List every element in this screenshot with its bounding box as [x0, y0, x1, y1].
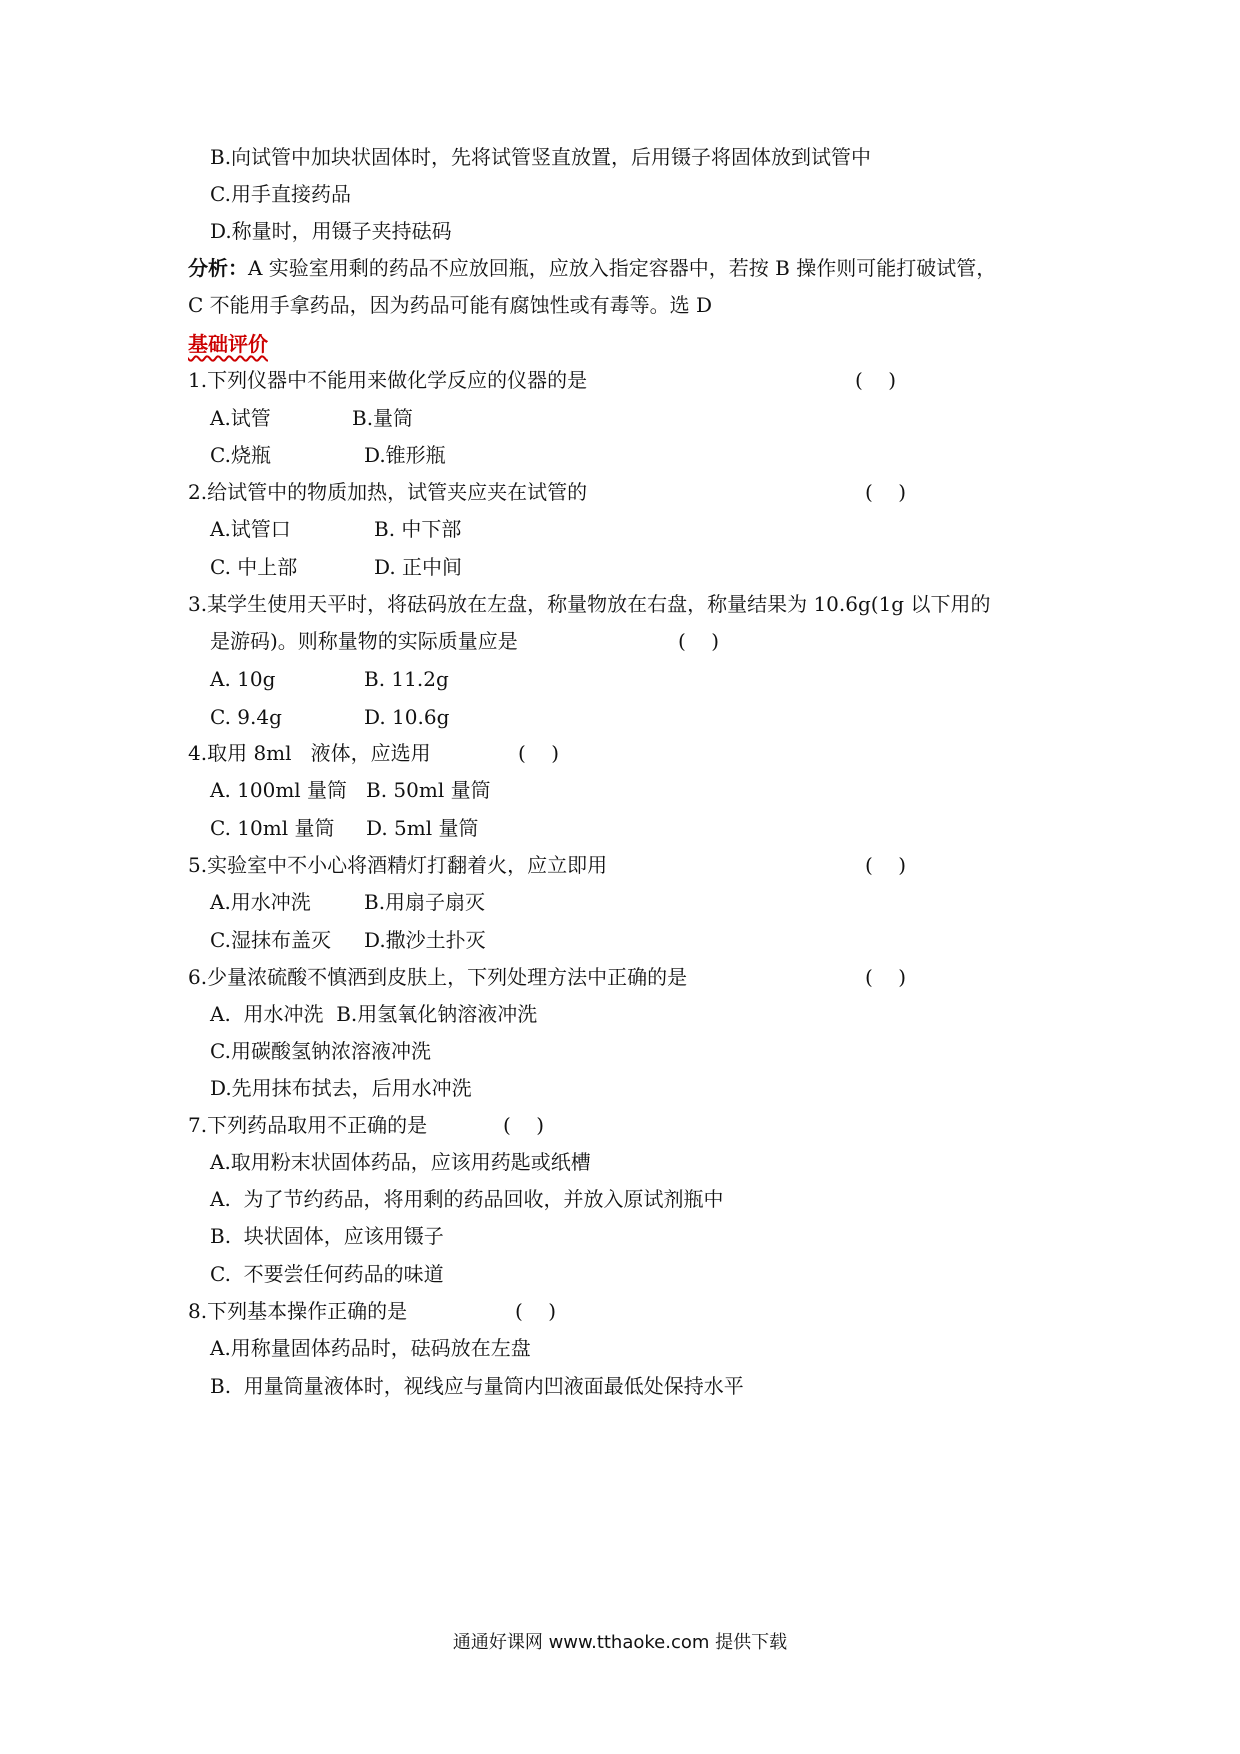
question-7-answer-blank: ( )	[503, 1113, 545, 1137]
question-1-option-c: C.烧瓶	[210, 443, 271, 467]
question-5-option-d: D.撒沙土扑灭	[364, 928, 486, 952]
question-7-stem: 7.下列药品取用不正确的是	[188, 1113, 428, 1137]
question-1-stem: 1.下列仪器中不能用来做化学反应的仪器的是	[188, 368, 588, 392]
analysis-line-2: C 不能用手拿药品，因为药品可能有腐蚀性或有毒等。选 D	[188, 293, 713, 317]
question-8-stem: 8.下列基本操作正确的是	[188, 1299, 408, 1323]
question-1-option-d: D.锥形瓶	[364, 443, 446, 467]
question-5-option-a: A.用水冲洗	[210, 890, 311, 914]
question-4-option-d: D. 5ml 量筒	[366, 816, 479, 840]
question-6-option-ab: A. 用水冲洗 B.用氢氧化钠溶液冲洗	[210, 1002, 538, 1026]
question-2-option-a: A.试管口	[210, 517, 291, 541]
analysis-label: 分析：	[188, 256, 248, 280]
question-2-stem: 2.给试管中的物质加热，试管夹应夹在试管的	[188, 480, 588, 504]
page-footer: 通通好课网 www.tthaoke.com 提供下载	[452, 1632, 788, 1653]
question-6-stem: 6.少量浓硫酸不慎洒到皮肤上，下列处理方法中正确的是	[188, 965, 688, 989]
question-5-answer-blank: ( )	[865, 853, 907, 877]
question-2-answer-blank: ( )	[865, 480, 907, 504]
question-2-option-d: D. 正中间	[374, 555, 463, 579]
question-5-option-c: C.湿抹布盖灭	[210, 928, 331, 952]
question-5-option-b: B.用扇子扇灭	[364, 890, 486, 914]
question-3-option-d: D. 10.6g	[364, 705, 450, 729]
intro-option-c: C.用手直接药品	[210, 182, 351, 206]
question-7-option-4: C. 不要尝任何药品的味道	[210, 1262, 444, 1286]
intro-option-b: B.向试管中加块状固体时，先将试管竖直放置，后用镊子将固体放到试管中	[210, 145, 872, 169]
question-2-option-c: C. 中上部	[210, 555, 298, 579]
question-6-option-d: D.先用抹布拭去，后用水冲洗	[210, 1076, 472, 1100]
question-3-option-a: A. 10g	[210, 667, 276, 691]
question-1-answer-blank: ( )	[855, 368, 897, 392]
question-7-option-3: B. 块状固体，应该用镊子	[210, 1224, 444, 1248]
intro-option-d: D.称量时，用镊子夹持砝码	[210, 219, 452, 243]
question-4-stem: 4.取用 8ml 液体，应选用	[188, 741, 431, 765]
section-title: 基础评价	[188, 332, 268, 356]
question-4-option-b: B. 50ml 量筒	[366, 778, 491, 802]
analysis-line-1	[188, 254, 996, 282]
question-3-option-b: B. 11.2g	[364, 667, 449, 691]
question-4-answer-blank: ( )	[518, 741, 560, 765]
question-3-stem-continued: 是游码)。则称量物的实际质量应是	[210, 629, 518, 653]
question-2-option-b: B. 中下部	[374, 517, 462, 541]
question-3-option-c: C. 9.4g	[210, 705, 282, 729]
question-7-option-2: A. 为了节约药品，将用剩的药品回收，并放入原试剂瓶中	[210, 1187, 724, 1211]
question-8-option-b: B. 用量筒量液体时，视线应与量筒内凹液面最低处保持水平	[210, 1374, 744, 1398]
question-1-option-b: B.量筒	[352, 406, 414, 430]
analysis-text-1: A 实验室用剩的药品不应放回瓶，应放入指定容器中，若按 B 操作则可能打破试管，	[248, 256, 997, 280]
question-3-stem: 3.某学生使用天平时，将砝码放在左盘，称量物放在右盘，称量结果为 10.6g(1g 以下用的	[188, 592, 991, 616]
question-6-option-c: C.用碳酸氢钠浓溶液冲洗	[210, 1039, 431, 1063]
question-1-option-a: A.试管	[210, 406, 271, 430]
question-6-answer-blank: ( )	[865, 965, 907, 989]
question-4-option-a: A. 100ml 量筒	[210, 778, 348, 802]
question-8-answer-blank: ( )	[515, 1299, 557, 1323]
question-3-answer-blank: ( )	[678, 629, 720, 653]
question-5-stem: 5.实验室中不小心将酒精灯打翻着火，应立即用	[188, 853, 608, 877]
question-8-option-a: A.用称量固体药品时，砝码放在左盘	[210, 1336, 531, 1360]
question-7-option-1: A.取用粉末状固体药品，应该用药匙或纸槽	[210, 1150, 591, 1174]
question-4-option-c: C. 10ml 量筒	[210, 816, 335, 840]
